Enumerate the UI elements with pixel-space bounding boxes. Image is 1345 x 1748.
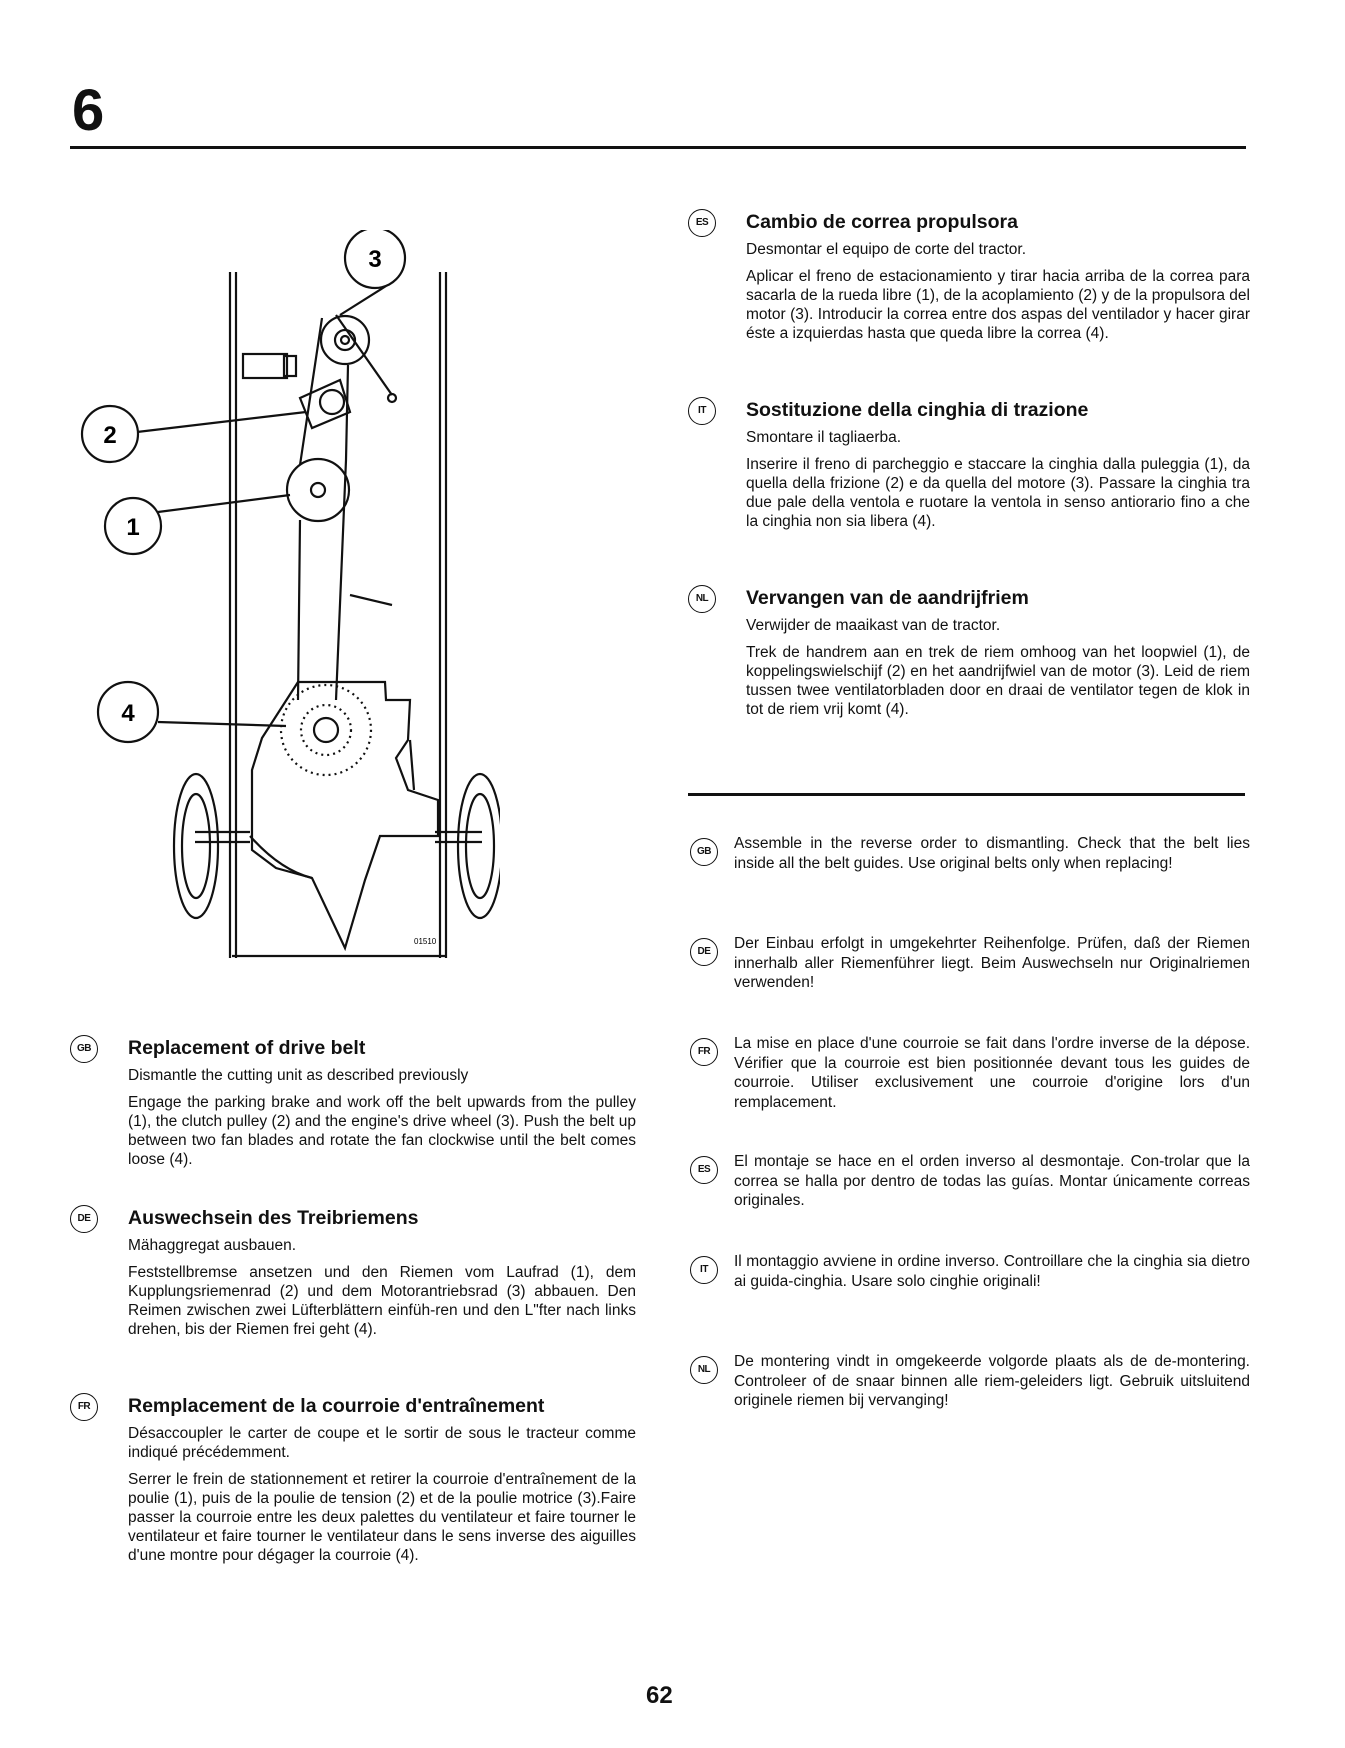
language-badge-gb: GB [70, 1035, 98, 1063]
language-badge-it: IT [690, 1256, 718, 1284]
section-nl [688, 586, 1250, 727]
section-title: Replacement of drive belt [128, 1037, 366, 1059]
callout-1 [105, 498, 161, 554]
section-fr [70, 1394, 636, 1573]
section-paragraph: Verwijder de maaikast van de tractor. [746, 617, 1001, 634]
figure-code: 01510 [414, 937, 437, 946]
section-title: Sostituzione della cinghia di trazione [746, 399, 1089, 421]
callout-3 [345, 230, 405, 288]
section-title: Remplacement de la courroie d'entraînement [128, 1395, 545, 1417]
callout-2 [82, 406, 138, 462]
svg-text:1: 1 [126, 514, 140, 541]
section-paragraph: Serrer le frein de stationnement et retirer la courroie d'entraînement de la poulie (1), puis de la poulie de tension (2) et de la poulie motrice (3).Faire passer la courroie entre les deux palettes du ventilateur et faire tourner le ventilateur et faire tourner le ventilateur dans le sens inverse des aiguilles d'une montre pour dégager la courroie (4). [128, 1471, 636, 1564]
svg-text:3: 3 [368, 246, 382, 273]
section-it [688, 398, 1250, 539]
section-paragraph: Feststellbremse ansetzen und den Riemen vom Laufrad (1), dem Kupplungsriemenrad (2) und dem Motorantriebsrad (3) abbauen. Den Reimen zwischen zwei Lüfterblättern einfüh-ren und den L"fter nach links drehen, bis der Riemen frei geht (4). [128, 1264, 636, 1338]
note-text: La mise en place d'une courroie se fait dans l'ordre inverse de la dépose. Vérifier que la courroie est bien positionnée devant tous les guides de courroie. Utiliser exclusivement une courroie d'origine lors d'un remplacement. [734, 1035, 1250, 1111]
section-title: Vervangen van de aandrijfriem [746, 587, 1029, 609]
note-fr [688, 1034, 1250, 1112]
section-paragraph: Desmontar el equipo de corte del tractor. [746, 241, 1027, 258]
section-es [688, 210, 1250, 351]
chapter-number: 6 [72, 78, 105, 143]
section-title: Cambio de correa propulsora [746, 211, 1018, 233]
section-paragraph: Smontare il tagliaerba. [746, 429, 902, 446]
note-text: Der Einbau erfolgt in umgekehrter Reihenfolge. Prüfen, daß der Riemen innerhalb aller Riemenführer liegt. Beim Auswechseln nur Originalriemen verwenden! [734, 935, 1250, 991]
section-paragraph: Trek de handrem aan en trek de riem omhoog van het loopwiel (1), de koppelingswielschijf (2) en het aandrijfwiel van de motor (3). Leid de riem tussen twee ventilatorbladen door en draai de ventilator tegen de klok in tot de riem vrij komt (4). [746, 644, 1250, 718]
section-paragraph: Désaccoupler le carter de coupe et le sortir de sous le tracteur comme indiqué précédemment. [128, 1425, 636, 1461]
language-badge-gb: GB [690, 838, 718, 866]
section-paragraph: Dismantle the cutting unit as described previously [128, 1067, 469, 1084]
section-title: Auswechsein des Treibriemens [128, 1207, 419, 1229]
header-rule [70, 146, 1246, 149]
callout-4 [98, 682, 158, 742]
note-es [688, 1152, 1250, 1211]
note-de [688, 934, 1250, 993]
section-de [70, 1206, 636, 1347]
language-badge-de: DE [690, 938, 718, 966]
section-divider [688, 793, 1245, 796]
section-gb [70, 1036, 636, 1177]
note-gb [688, 834, 1250, 873]
note-nl [688, 1352, 1250, 1411]
language-badge-de: DE [70, 1205, 98, 1233]
language-badge-fr: FR [690, 1038, 718, 1066]
note-it [688, 1252, 1250, 1291]
section-paragraph: Engage the parking brake and work off the belt upwards from the pulley (1), the clutch pulley (2) and the engine's drive wheel (3). Push the belt up between two fan blades and rotate the fan clockwise until the belt comes loose (4). [128, 1094, 636, 1168]
note-text: De montering vindt in omgekeerde volgorde plaats als de de-montering. Controleer of de snaar binnen alle riem-geleiders ligt. Gebruik uitsluitend originele riemen bij vervanging! [734, 1353, 1250, 1409]
section-paragraph: Aplicar el freno de estacionamiento y tirar hacia arriba de la correa para sacarla de la rueda libre (1), de la acoplamiento (2) y de la propulsora del motor (3). Introducir la correa entre dos aspas del ventilador y hacer girar éste a izquierdas hasta que queda libre la correa (4). [746, 268, 1250, 342]
svg-text:4: 4 [121, 700, 135, 727]
note-text: Il montaggio avviene in ordine inverso. Controillare che la cinghia sia dietro ai guida-cinghia. Usare solo cinghie originali! [734, 1253, 1250, 1290]
language-badge-es: ES [688, 209, 716, 237]
section-paragraph: Mähaggregat ausbauen. [128, 1237, 297, 1254]
language-badge-nl: NL [688, 585, 716, 613]
language-badge-it: IT [688, 397, 716, 425]
note-text: Assemble in the reverse order to dismantling. Check that the belt lies inside all the belt guides. Use original belts only when replacing! [734, 835, 1250, 872]
section-paragraph: Inserire il freno di parcheggio e staccare la cinghia dalla puleggia (1), da quella della frizione (2) e da quella del motore (3). Passare la cinghia tra due pale della ventola e ruotare la ventola in senso antiorario fino a che la cinghia non sia libera (4). [746, 456, 1250, 530]
page-number: 62 [646, 1682, 673, 1709]
drive-belt-diagram [70, 230, 500, 970]
language-badge-es: ES [690, 1156, 718, 1184]
language-badge-nl: NL [690, 1356, 718, 1384]
note-text: El montaje se hace en el orden inverso al desmontaje. Con-trolar que la correa se halla por dentro de todas las guías. Montar únicamente correas originales. [734, 1153, 1250, 1209]
language-badge-fr: FR [70, 1393, 98, 1421]
svg-text:2: 2 [103, 422, 117, 449]
